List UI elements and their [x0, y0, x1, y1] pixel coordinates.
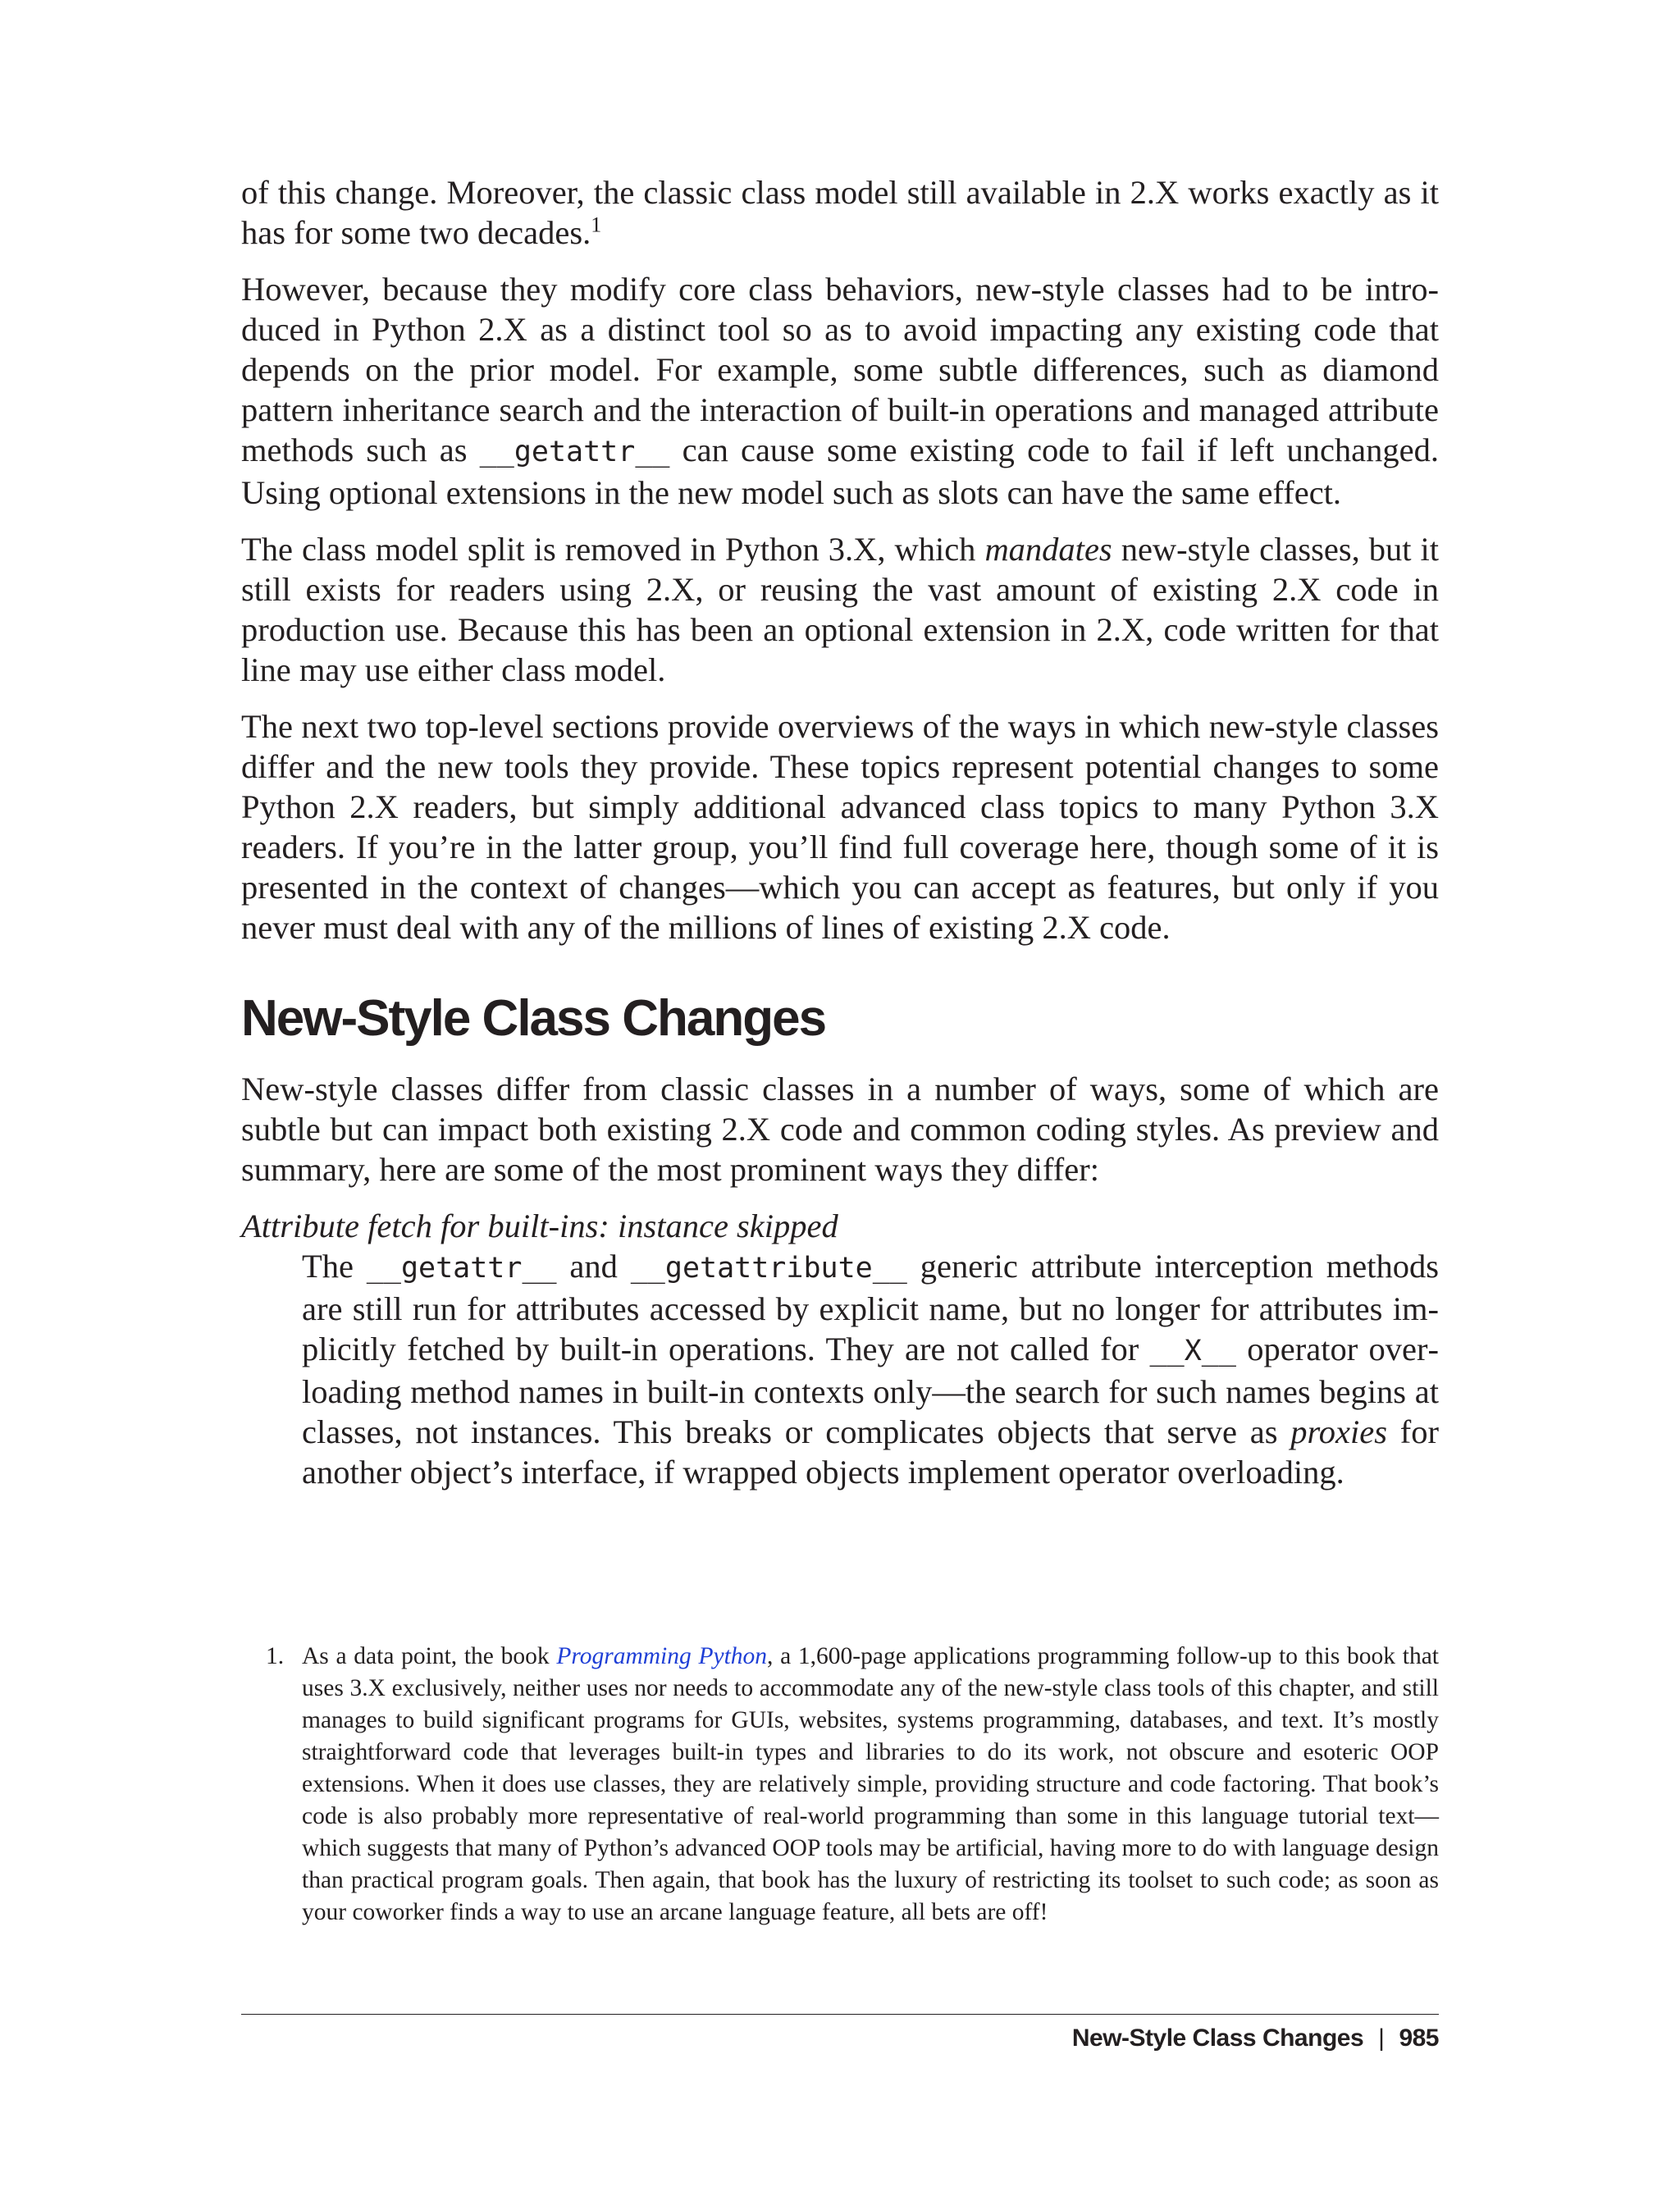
emphasis-mandates: mandates: [984, 531, 1112, 568]
definition-term: Attribute fetch for built-ins: instance skipped: [241, 1208, 838, 1244]
running-title: New-Style Class Changes: [1071, 2025, 1364, 2052]
inline-code-getattr: __getattr__: [479, 436, 670, 468]
definition-list: [241, 1206, 1439, 1492]
footer-separator: |: [1378, 2025, 1385, 2052]
paragraph-1: of this change. Moreover, the classic class model still available in 2.X works exactly as it has for some two decades.$^1$: [241, 174, 1439, 251]
paragraph-4: The next two top-level sections provide overviews of the ways in which new-style classes differ and the new tools they provide. These topics represent potential changes to some Python 2.X readers, but simply additional advanced class topics to many Python 3.X readers. If you’re in the latter group, you’ll find full coverage here, though some of it is presented in the context of changes—which you can accept as features, but only if you never must deal with any of the millions of lines of existing 2.X code.: [241, 708, 1439, 946]
emphasis-proxies: proxies: [1290, 1413, 1387, 1450]
paragraph-3: The class model split is removed in Python 3.X, which mandates new-style classes, but it still exists for readers using 2.X, or reusing the vast amount of existing 2.X code in production use. Because this has been an optional extension in 2.X, code written for that line may use either class model.: [241, 531, 1439, 688]
footnote: [241, 1641, 1439, 1929]
section-intro: New-style classes differ from classic classes in a number of ways, some of which are subtle but can impact both existing 2.X code and common coding styles. As preview and summary, here are some of the most prominent ways they differ:: [241, 1071, 1439, 1188]
footnote-text: As a data point, the book Programming Python, a 1,600-page applications programming follow-up to this book that uses 3.X exclusively, neither uses nor needs to accommodate any of the new-style class tools of this chapter, and still manages to build significant programs for GUIs, websites, systems programming, databases, and text. It’s mostly straightforward code that leverages built-in types and libraries to do its work, not obscure and esoteric OOP extensions. When it does use classes, they are relatively simple, providing structure and code factoring. That book’s code is also probably more representative of real-world programming than some in this language tutorial text—which suggests that many of Python’s advanced OOP tools may be artificial, having more to do with language design than practical program goals. Then again, that book has the luxury of restricting its toolset to such code; as soon as your coworker finds a way to use an arcane language feature, all bets are off!: [302, 1643, 1440, 1925]
footer-divider: [241, 2014, 1439, 2015]
page-body: [241, 172, 1439, 1492]
inline-code-getattribute: __getattribute__: [630, 1252, 907, 1285]
section-heading: New-Style Class Changes: [241, 990, 826, 1047]
page-number: 985: [1399, 2025, 1439, 2052]
inline-code-getattr: __getattr__: [366, 1252, 557, 1285]
definition-body: The __getattr__ and __getattribute__ generic attribute interception methods are still run for attributes accessed by explicit name, but no longer for attributes implicitly fetched by built-in operations. They are not called for __X__ operator overloading method names in built-in contexts only—the search for such names begins at classes, not instances. This breaks or complicates objects that serve as proxies for another object’s interface, if wrapped objects implement operator overloading.: [302, 1248, 1439, 1491]
footnote-number: 1.: [266, 1643, 285, 1669]
page-footer: [1072, 2025, 1439, 2052]
book-link[interactable]: Programming Python: [556, 1643, 768, 1669]
inline-code-x: __X__: [1149, 1335, 1236, 1367]
footnote-ref[interactable]: 1: [591, 212, 602, 237]
paragraph-2: However, because they modify core class behaviors, new-style classes had to be introduced in Python 2.X as a distinct tool so as to avoid impacting any existing code that depends on the prior model. For example, some subtle differences, such as diamond pattern inheritance search and the interaction of built-in operations and managed attribute methods such as __getattr__ can cause some existing code to fail if left unchanged. Using optional extensions in the new model such as slots can have the same effect.: [241, 271, 1439, 511]
